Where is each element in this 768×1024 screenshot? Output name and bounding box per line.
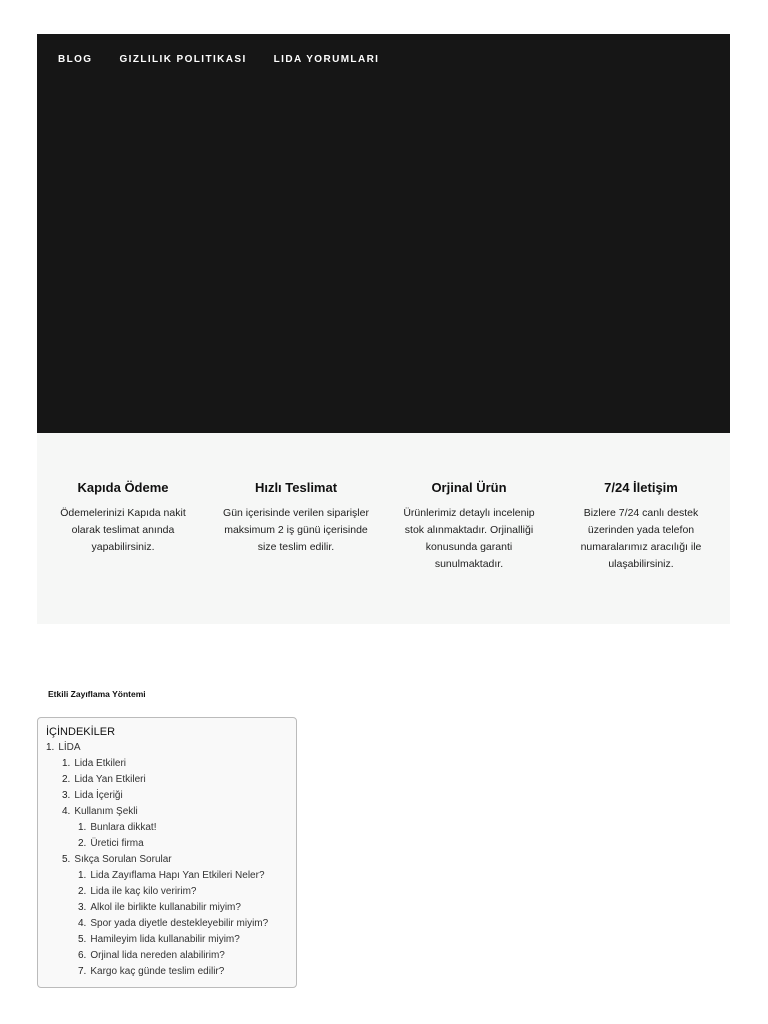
feature-title: Kapıda Ödeme — [77, 480, 169, 495]
toc-sublist — [62, 868, 296, 980]
toc-item[interactable]: 6. Orjinal lida nereden alabilirim? — [78, 950, 225, 961]
toc-item[interactable]: 3. Alkol ile birlikte kullanabilir miyim? — [78, 902, 241, 913]
nav-link-privacy-policy[interactable]: GIZLILIK POLITIKASI — [119, 54, 247, 65]
feature-description: Ürünlerimiz detaylı incelenip stok alınmaktadır. Orjinalliği konusunda garanti sunulmaktadır. — [403, 507, 535, 570]
toc-item[interactable]: 3. Lida İçeriği — [62, 790, 123, 801]
toc-item[interactable]: 5. Sıkça Sorulan Sorular 1. Lida Zayıflama Hapı Yan Etkileri Neler? 2. Lida ile kaç kilo veririm? 3. Alkol ile birlikte kullanabilir miyim? 4. Spor yada diyetle destekleyebilir miyim? 5. Hamileyim lida kullanabilir miyim? 6. Orjinal lida nereden alabilirim? 7. Kargo kaç günde teslim edilir? — [62, 852, 296, 980]
toc-item[interactable]: 5. Hamileyim lida kullanabilir miyim? — [78, 934, 240, 945]
nav-link-lida-reviews[interactable]: LIDA YORUMLARI — [273, 54, 380, 65]
toc-item[interactable]: 1. Bunlara dikkat! — [78, 822, 157, 833]
features-section — [37, 433, 730, 624]
feature-title: 7/24 İletişim — [604, 480, 678, 495]
feature-title: Hızlı Teslimat — [254, 480, 338, 495]
feature-original-product — [384, 480, 554, 573]
toc-item[interactable]: 4. Kullanım Şekli 1. Bunlara dikkat! 2. Üretici firma — [62, 804, 296, 852]
feature-contact-24-7 — [556, 480, 726, 573]
toc-item[interactable]: 1. Lida Etkileri — [62, 758, 127, 769]
toc-item[interactable]: 4. Spor yada diyetle destekleyebilir miyim? — [78, 918, 269, 929]
toc-item[interactable]: 2. Lida Yan Etkileri — [62, 774, 146, 785]
feature-description: Gün içerisinde verilen siparişler maksimum 2 iş günü içerisinde size teslim edilir. — [223, 507, 369, 553]
feature-description: Bizlere 7/24 canlı destek üzerinden yada telefon numaralarımız aracılığı ile ulaşabilirsiniz. — [580, 507, 702, 570]
toc-title: İÇİNDEKİLER — [46, 726, 116, 738]
toc-item[interactable]: 1. Lida Zayıflama Hapı Yan Etkileri Neler? — [78, 870, 265, 881]
feature-title: Orjinal Ürün — [431, 480, 507, 495]
feature-description: Ödemelerinizi Kapıda nakit olarak teslimat anında yapabilirsiniz. — [60, 507, 186, 553]
feature-fast-delivery — [211, 480, 381, 556]
top-nav — [58, 54, 379, 66]
nav-link-blog[interactable]: BLOG — [58, 54, 93, 65]
table-of-contents — [37, 717, 297, 988]
feature-cash-on-delivery — [38, 480, 208, 556]
toc-item[interactable]: 7. Kargo kaç günde teslim edilir? — [78, 966, 225, 977]
toc-list — [46, 740, 296, 980]
hero-banner — [37, 34, 730, 433]
toc-sublist — [62, 820, 296, 852]
post-title: Etkili Zayıflama Yöntemi — [48, 689, 146, 699]
toc-sublist — [46, 756, 296, 980]
toc-item[interactable]: 2. Lida ile kaç kilo veririm? — [78, 886, 197, 897]
toc-item[interactable]: 2. Üretici firma — [78, 838, 144, 849]
toc-item[interactable]: 1. LİDA 1. Lida Etkileri 2. Lida Yan Etkileri 3. Lida İçeriği 4. Kullanım Şekli 1. Bunlara dikkat! 2. Üretici firma 5. Sıkça Sorulan Sorular 1. Lida Zayıflama Hapı Yan Etkileri Neler? 2. Lida ile kaç kilo veririm? 3. Alkol ile birlikte kullanabilir miyim? 4. Spor yada diyetle destekleyebilir miyim? 5. Hamileyim lida kullanabilir miyim? 6. Orjinal lida nereden alabilirim? 7. Kargo kaç günde teslim edilir? — [46, 740, 296, 980]
